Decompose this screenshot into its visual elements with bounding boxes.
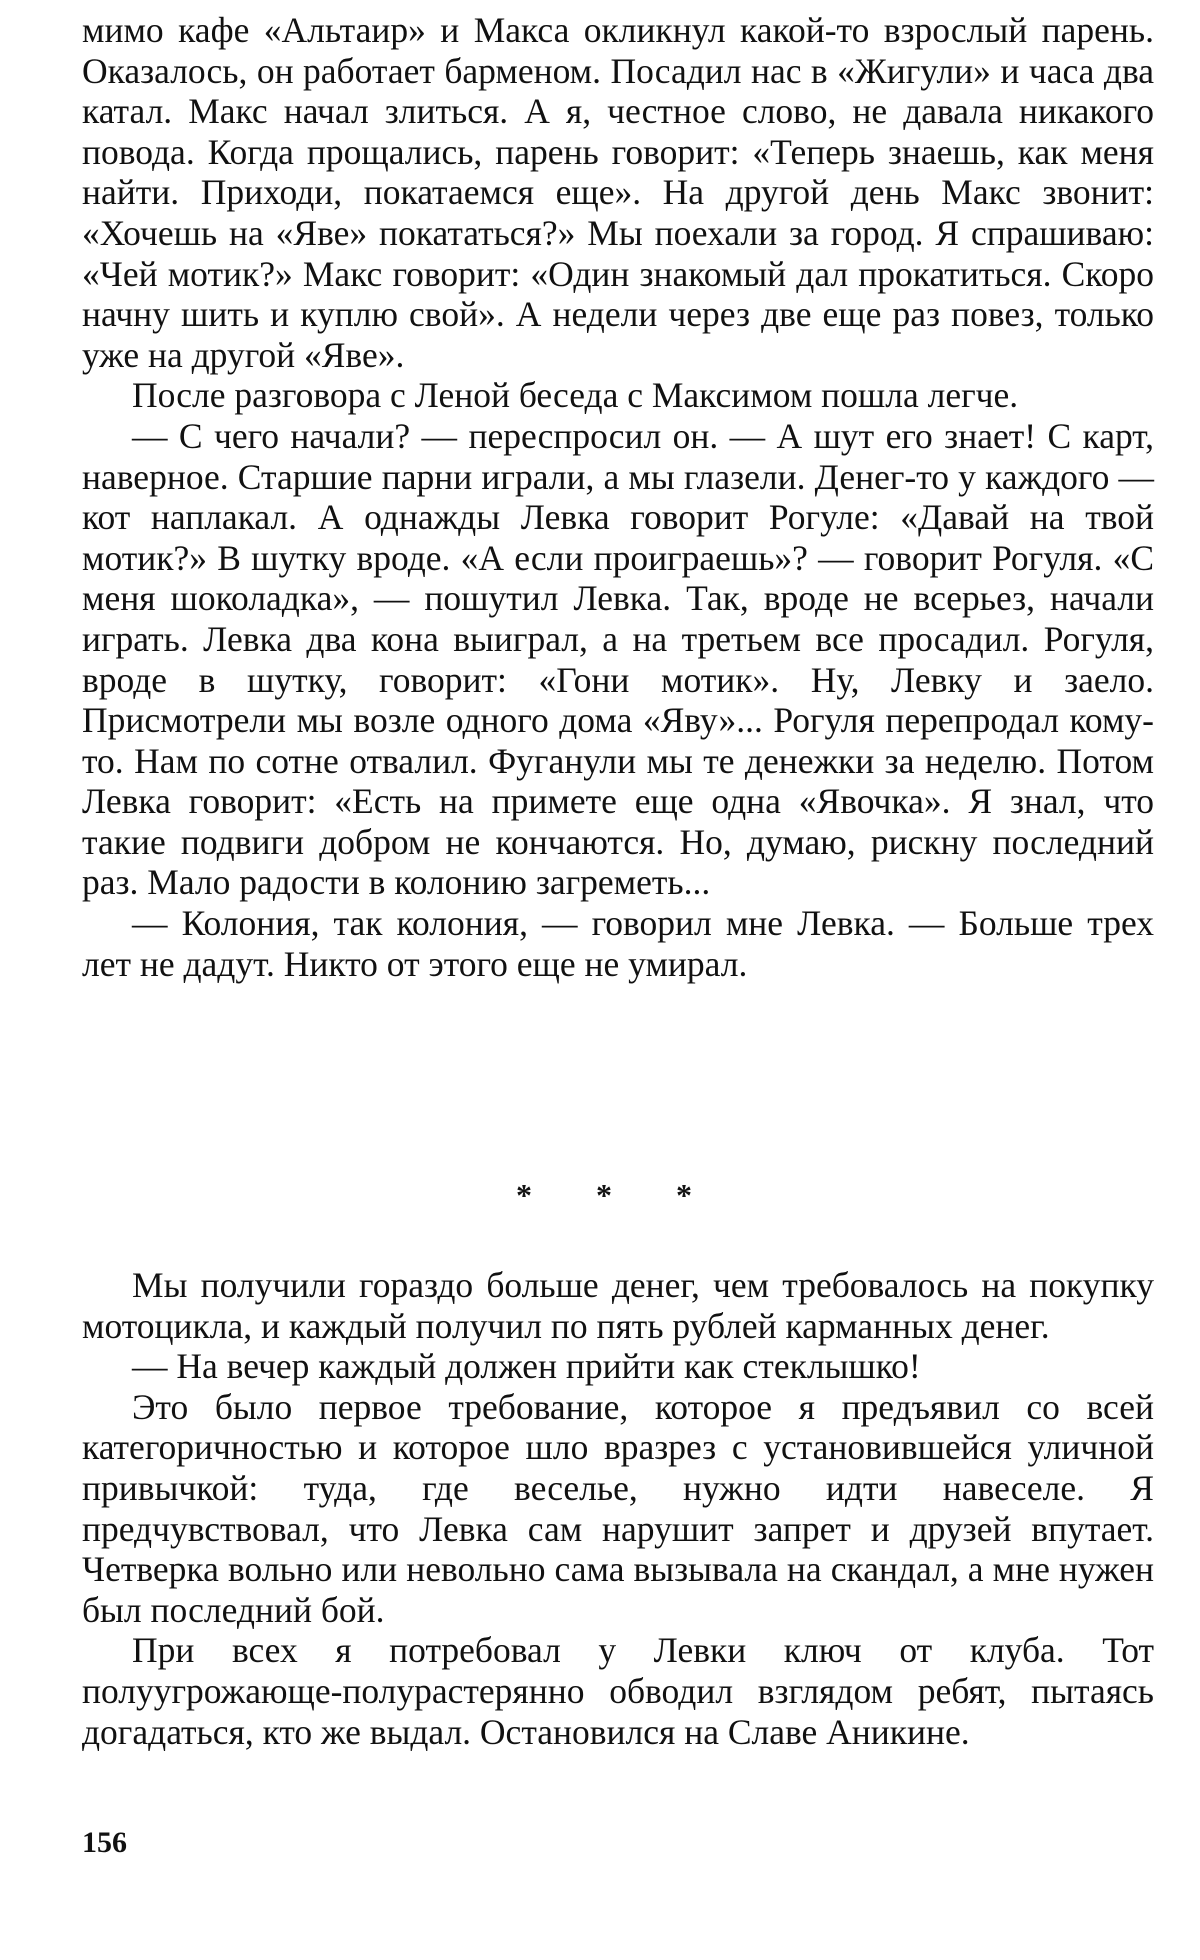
paragraph: мимо кафе «Альтаир» и Макса окликнул какой-то взрослый парень. Оказалось, он работает барменом. Посадил нас в «Жигули» и часа два катал. Макс начал злиться. А я, честное слово, не давала никакого повода. Когда прощались, парень говорит: «Теперь знаешь, как меня найти. Приходи, покатаемся еще». На другой день Макс звонит: «Хочешь на «Яве» покататься?» Мы поехали за город. Я спрашиваю: «Чей мотик?» Макс говорит: «Один знакомый дал прокатиться. Скоро начну шить и куплю свой». А недели через две еще раз повез, только уже на другой «Яве». bbox=[82, 10, 1154, 375]
paragraph: — С чего начали? — переспросил он. — А шут его знает! С карт, наверное. Старшие парни играли, а мы глазели. Денег-то у каждого — кот наплакал. А однажды Левка говорит Рогуле: «Давай на твой мотик?» В шутку вроде. «А если проиграешь»? — говорит Рогуля. «С меня шоколадка», — пошутил Левка. Так, вроде не всерьез, начали играть. Левка два кона выиграл, а на третьем все просадил. Рогуля, вроде в шутку, говорит: «Гони мотик». Ну, Левку и заело. Присмотрели мы возле одного дома «Яву»... Рогуля перепродал кому-то. Нам по сотне отвалил. Фуганули мы те денежки за неделю. Потом Левка говорит: «Есть на примете еще одна «Явочка». Я знал, что такие подвиги добром не кончаются. Но, думаю, рискну последний раз. Мало радости в колонию загреметь... bbox=[82, 415, 1154, 903]
book-page bbox=[82, 0, 1154, 1960]
text-section-two bbox=[82, 1265, 1154, 1752]
paragraph: Мы получили гораздо больше денег, чем требовалось на покупку мотоцикла, и каждый получил по пять рублей карманных денег. bbox=[82, 1265, 1154, 1346]
paragraph: При всех я потребовал у Левки ключ от клуба. Тот полуугрожающе-полурастерянно обводил взглядом ребят, пытаясь догадаться, кто же выдал. Остановился на Славе Аникине. bbox=[82, 1630, 1154, 1752]
text-section-one bbox=[82, 10, 1154, 984]
section-separator: * * * bbox=[516, 1177, 720, 1213]
paragraph: — На вечер каждый должен прийти как стеклышко! bbox=[132, 1346, 921, 1387]
page-number: 156 bbox=[82, 1826, 127, 1859]
paragraph: — Колония, так колония, — говорил мне Левка. — Больше трех лет не дадут. Никто от этого еще не умирал. bbox=[82, 903, 1154, 984]
paragraph: Это было первое требование, которое я предъявил со всей категоричностью и которое шло вразрез с установившейся уличной привычкой: туда, где веселье, нужно идти навеселе. Я предчувствовал, что Левка сам нарушит запрет и друзей впутает. Четверка вольно или невольно сама вызывала на скандал, а мне нужен был последний бой. bbox=[82, 1386, 1154, 1630]
paragraph: После разговора с Леной беседа с Максимом пошла легче. bbox=[132, 375, 1019, 416]
